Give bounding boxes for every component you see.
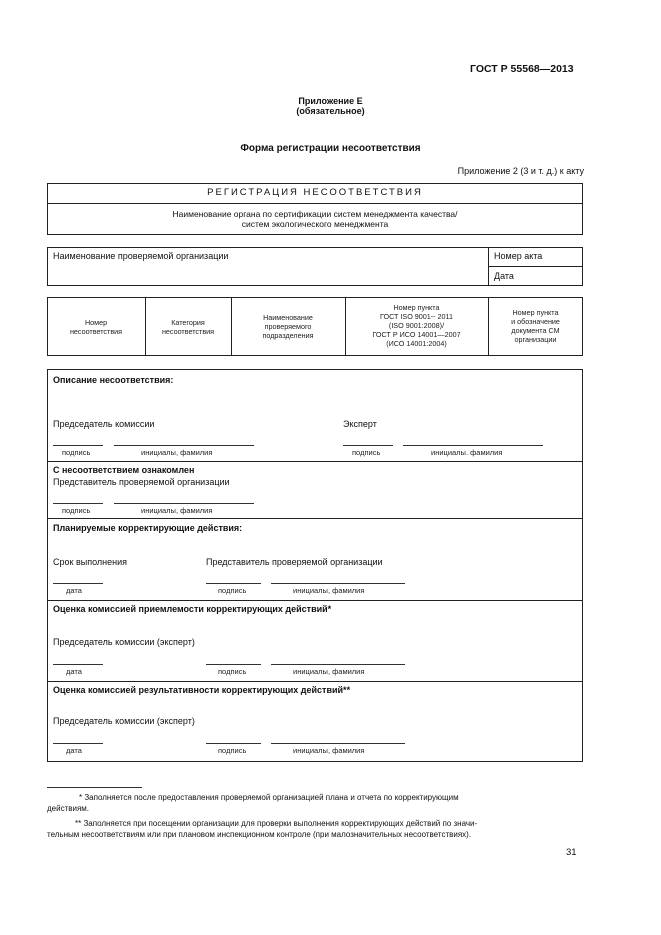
caption-signature: подпись <box>62 506 91 515</box>
column-header-subdivision: Наименование проверяемого подразделения <box>262 313 314 340</box>
planned-actions-heading: Планируемые корректирующие действия: <box>53 523 243 533</box>
description-heading: Описание несоответствия: <box>53 375 174 385</box>
chairman-expert-label: Председатель комиссии (эксперт) <box>53 716 195 726</box>
divider <box>47 518 583 519</box>
acquainted-heading: С несоответствием ознакомлен <box>53 465 195 475</box>
divider <box>488 266 583 267</box>
org-representative-label: Представитель проверяемой организации <box>206 557 383 567</box>
signature-line <box>271 583 405 584</box>
act-number-label: Номер акта <box>494 251 543 261</box>
caption-initials: инициалы. фамилия <box>431 448 503 457</box>
signature-line <box>271 664 405 665</box>
chairman-label: Председатель комиссии <box>53 419 155 429</box>
signature-line <box>53 445 103 446</box>
expert-label: Эксперт <box>343 419 377 429</box>
signature-line <box>403 445 543 446</box>
attachment-note: Приложение 2 (3 и т. д.) к акту <box>457 166 584 176</box>
caption-initials: инициалы, фамилия <box>293 746 365 755</box>
divider <box>47 203 583 204</box>
caption-signature: подпись <box>62 448 91 457</box>
signature-line <box>53 583 103 584</box>
footnote-1: * Заполняется после предоставления проверяемой организацией плана и отчета по корректирующим действиям. <box>47 793 459 813</box>
certification-body-line1: Наименование органа по сертификации систем менеджмента качества/ <box>172 209 458 219</box>
caption-initials: инициалы, фамилия <box>141 506 213 515</box>
effectiveness-heading: Оценка комиссией результативности корректирующих действий** <box>53 685 351 695</box>
divider <box>47 461 583 462</box>
column-header-standard-clause: Номер пункта ГОСТ ISO 9001-- 2011 (ISO 9001:2008)/ ГОСТ Р ИСО 14001—2007 (ИСО 14001:2004) <box>372 303 461 348</box>
signature-line <box>206 743 261 744</box>
certification-body-line2: систем экологического менеджмента <box>241 219 389 229</box>
document-code: ГОСТ Р 55568—2013 <box>470 63 574 75</box>
footnote-2: ** Заполняется при посещении организации для проверки выполнения корректирующих действий по значи- тельным несоответствиям или при плановом инспекционном контроле (при малозначительных несоответствиях). <box>47 819 478 839</box>
caption-initials: инициалы, фамилия <box>141 448 213 457</box>
caption-signature: подпись <box>352 448 381 457</box>
audited-org-label: Наименование проверяемой организации <box>53 251 229 261</box>
divider <box>47 681 583 682</box>
signature-line <box>114 445 254 446</box>
caption-signature: подпись <box>218 586 247 595</box>
chairman-expert-label: Председатель комиссии (эксперт) <box>53 637 195 647</box>
caption-signature: подпись <box>218 667 247 676</box>
divider <box>47 600 583 601</box>
caption-initials: инициалы, фамилия <box>293 667 365 676</box>
signature-line <box>343 445 393 446</box>
deadline-label: Срок выполнения <box>53 557 127 567</box>
caption-date: дата <box>66 746 82 755</box>
caption-date: дата <box>66 667 82 676</box>
appendix-status: (обязательное) <box>296 106 365 116</box>
org-representative-label: Представитель проверяемой организации <box>53 477 230 487</box>
page-number: 31 <box>566 847 577 858</box>
column-header-category: Категория несоответствия <box>161 318 215 336</box>
column-header-document-clause: Номер пункта и обозначение документа СМ организации <box>511 308 560 344</box>
registration-title: РЕГИСТРАЦИЯ НЕСООТВЕТСТВИЯ <box>207 187 423 198</box>
caption-date: дата <box>66 586 82 595</box>
signature-line <box>53 664 103 665</box>
signature-line <box>271 743 405 744</box>
appendix-title: Приложение Е <box>298 96 363 106</box>
acceptability-heading: Оценка комиссией приемлемости корректирующих действий* <box>53 604 332 614</box>
form-title: Форма регистрации несоответствия <box>240 143 421 154</box>
signature-line <box>206 583 261 584</box>
footnote-rule <box>47 787 142 788</box>
column-header-nonconformity-number: Номер несоответствия <box>69 318 123 336</box>
date-label: Дата <box>494 271 514 281</box>
signature-line <box>206 664 261 665</box>
signature-line <box>53 503 103 504</box>
caption-signature: подпись <box>218 746 247 755</box>
signature-line <box>53 743 103 744</box>
caption-initials: инициалы, фамилия <box>293 586 365 595</box>
signature-line <box>114 503 254 504</box>
